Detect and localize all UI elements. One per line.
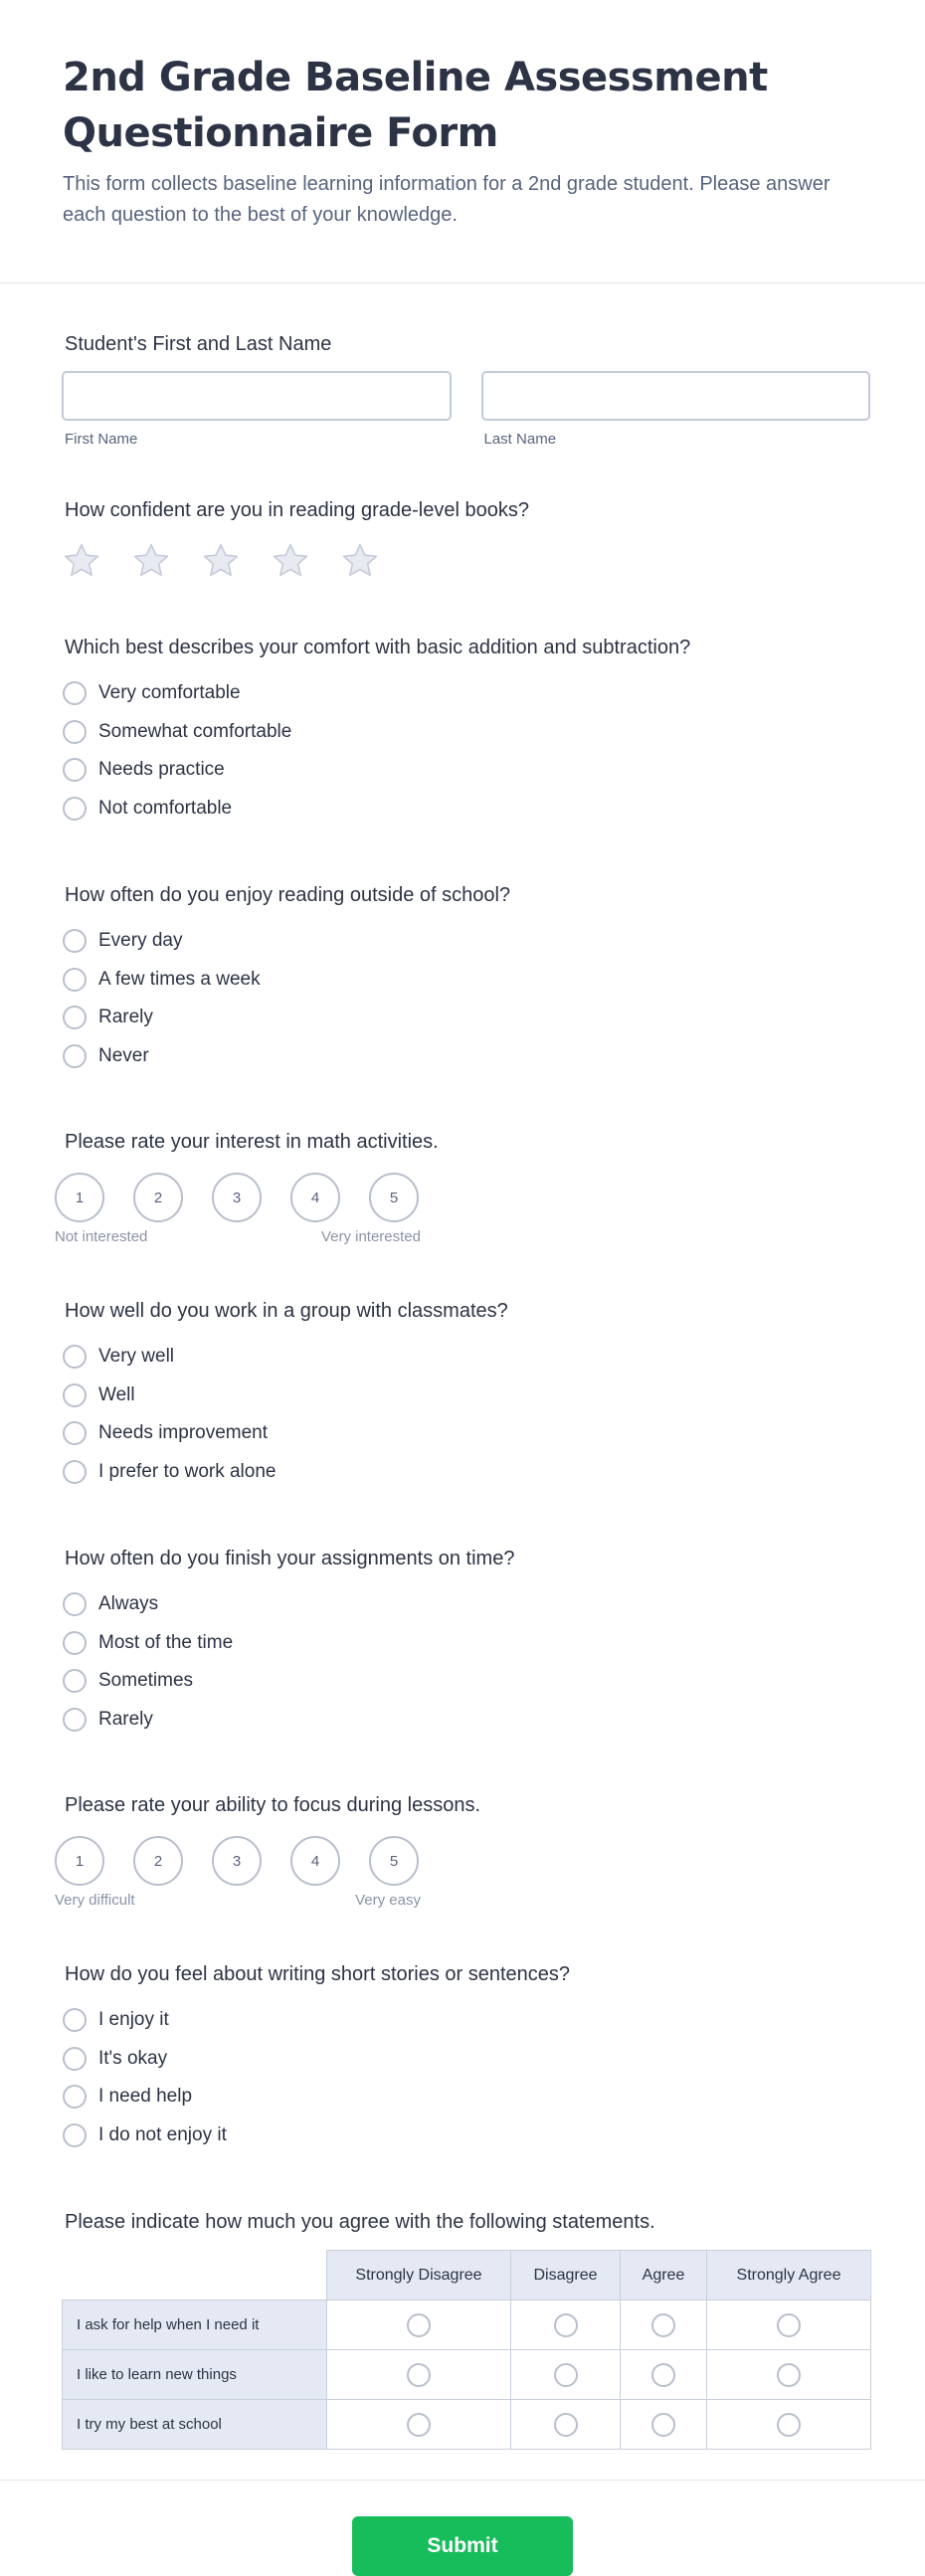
question-label: How do you feel about writing short stories or sentences?	[65, 1963, 571, 1985]
option-label: I prefer to work alone	[98, 1460, 277, 1482]
radio-button[interactable]	[407, 2313, 431, 2337]
matrix-cell[interactable]	[511, 2400, 621, 2450]
option-label: Somewhat comfortable	[98, 720, 292, 742]
radio-option[interactable]	[63, 674, 870, 713]
radio-option[interactable]	[63, 1414, 870, 1453]
star-icon[interactable]	[201, 541, 241, 581]
question-focus	[55, 1792, 870, 1909]
option-label: Very well	[98, 1346, 175, 1368]
radio-option[interactable]	[63, 1585, 870, 1624]
radio-button[interactable]	[407, 2413, 431, 2437]
radio-button[interactable]	[63, 1708, 87, 1732]
last-name-sublabel: Last Name	[483, 431, 557, 448]
form-description: This form collects baseline learning information for a 2nd grade student. Please answer each question to the best of your knowledge.	[63, 173, 831, 226]
form-header	[0, 0, 925, 283]
matrix-cell[interactable]	[327, 2300, 511, 2350]
radio-button[interactable]	[554, 2413, 578, 2437]
radio-option[interactable]	[63, 790, 870, 828]
scale-option-4[interactable]: 4	[290, 1173, 340, 1222]
option-label: It's okay	[98, 2047, 168, 2069]
options-writing	[55, 2001, 870, 2154]
radio-button[interactable]	[63, 1044, 87, 1068]
radio-option[interactable]	[63, 1377, 870, 1415]
scale-option-1[interactable]: 1	[55, 1836, 104, 1886]
radio-button[interactable]	[63, 929, 87, 953]
radio-button[interactable]	[777, 2363, 801, 2387]
option-label: I enjoy it	[98, 2009, 169, 2031]
scale-option-2[interactable]: 2	[133, 1173, 183, 1222]
scale-labels	[55, 1228, 421, 1245]
question-assignments	[55, 1546, 870, 1739]
radio-option[interactable]	[63, 1662, 870, 1701]
radio-option[interactable]	[63, 999, 870, 1037]
option-label: Needs practice	[98, 759, 225, 781]
radio-button[interactable]	[63, 1383, 87, 1407]
first-name-sublabel: First Name	[65, 431, 138, 448]
radio-option[interactable]	[63, 1037, 870, 1076]
options-group-work	[55, 1338, 870, 1491]
radio-option[interactable]	[63, 2040, 870, 2079]
star-icon[interactable]	[62, 541, 101, 581]
matrix-row-label: I try my best at school	[63, 2400, 327, 2450]
option-label: Very comfortable	[98, 682, 241, 704]
option-label: Every day	[98, 930, 183, 952]
question-group-work	[55, 1298, 870, 1491]
radio-button[interactable]	[63, 681, 87, 705]
matrix-cell[interactable]	[511, 2350, 621, 2400]
radio-option[interactable]	[63, 2116, 870, 2155]
form-body	[0, 283, 925, 2480]
question-label: Which best describes your comfort with basic addition and subtraction?	[65, 637, 691, 658]
radio-button[interactable]	[63, 797, 87, 821]
scale-option-2[interactable]: 2	[133, 1836, 183, 1886]
matrix-cell[interactable]	[327, 2400, 511, 2450]
radio-option[interactable]	[63, 961, 870, 1000]
radio-button[interactable]	[407, 2363, 431, 2387]
radio-option[interactable]	[63, 1701, 870, 1740]
question-label: How often do you finish your assignments on time?	[65, 1548, 515, 1569]
matrix-cell[interactable]	[621, 2400, 707, 2450]
radio-option[interactable]	[63, 2078, 870, 2116]
agreement-matrix	[62, 2250, 871, 2450]
matrix-row	[63, 2350, 871, 2400]
star-icon[interactable]	[271, 541, 310, 581]
option-label: I do not enjoy it	[98, 2123, 227, 2145]
matrix-column-header: Strongly Disagree	[327, 2251, 511, 2300]
scale-rating	[55, 1836, 870, 1886]
scale-low-label: Not interested	[55, 1228, 148, 1245]
radio-button[interactable]	[651, 2363, 675, 2387]
radio-button[interactable]	[554, 2313, 578, 2337]
matrix-column-header: Agree	[621, 2251, 707, 2300]
matrix-cell[interactable]	[621, 2350, 707, 2400]
scale-high-label: Very easy	[355, 1892, 421, 1909]
option-label: Rarely	[98, 1007, 153, 1028]
question-reading-outside	[55, 882, 870, 1075]
scale-option-3[interactable]: 3	[212, 1836, 262, 1886]
matrix-cell[interactable]	[327, 2350, 511, 2400]
radio-option[interactable]	[63, 713, 870, 752]
radio-button[interactable]	[63, 1421, 87, 1445]
scale-high-label: Very interested	[320, 1228, 421, 1245]
scale-labels	[55, 1892, 421, 1909]
scale-option-5[interactable]: 5	[369, 1173, 419, 1222]
question-label: Please rate your ability to focus during lessons.	[65, 1794, 480, 1816]
radio-button[interactable]	[63, 1460, 87, 1484]
options-math-comfort	[55, 674, 870, 828]
scale-option-4[interactable]: 4	[290, 1836, 340, 1886]
question-label: How well do you work in a group with classmates?	[65, 1300, 508, 1322]
option-label: Sometimes	[98, 1670, 194, 1692]
option-label: Rarely	[98, 1708, 153, 1730]
question-reading-confidence	[55, 497, 870, 581]
radio-button[interactable]	[63, 720, 87, 744]
star-icon[interactable]	[131, 541, 171, 581]
radio-option[interactable]	[63, 1624, 870, 1663]
radio-option[interactable]	[63, 2001, 870, 2040]
matrix-cell[interactable]	[511, 2300, 621, 2350]
question-math-comfort	[55, 635, 870, 828]
scale-rating	[55, 1173, 870, 1222]
form-title: 2nd Grade Baseline Assessment Questionnaire Form	[63, 55, 768, 156]
matrix-cell[interactable]	[707, 2300, 871, 2350]
scale-low-label: Very difficult	[55, 1892, 135, 1909]
matrix-corner	[63, 2251, 327, 2300]
option-label: Never	[98, 1044, 149, 1066]
question-agreement-matrix	[55, 2209, 870, 2450]
radio-option[interactable]	[63, 751, 870, 790]
matrix-row-label: I ask for help when I need it	[63, 2300, 327, 2350]
option-label: Always	[98, 1593, 159, 1615]
option-label: Most of the time	[98, 1631, 234, 1653]
radio-button[interactable]	[554, 2363, 578, 2387]
matrix-row-label: I like to learn new things	[63, 2350, 327, 2400]
radio-button[interactable]	[651, 2313, 675, 2337]
radio-button[interactable]	[63, 1006, 87, 1029]
radio-button[interactable]	[777, 2313, 801, 2337]
radio-button[interactable]	[63, 1669, 87, 1693]
matrix-cell[interactable]	[707, 2400, 871, 2450]
option-label: A few times a week	[98, 968, 261, 990]
last-name-input[interactable]	[481, 371, 871, 421]
option-label: Needs improvement	[98, 1422, 269, 1444]
matrix-cell[interactable]	[707, 2350, 871, 2400]
options-reading-outside	[55, 922, 870, 1075]
option-label: Well	[98, 1383, 135, 1405]
scale-option-3[interactable]: 3	[212, 1173, 262, 1222]
question-label: Student's First and Last Name	[65, 333, 332, 355]
star-rating	[55, 541, 870, 581]
submit-button[interactable]: Submit	[352, 2516, 573, 2576]
radio-option[interactable]	[63, 1338, 870, 1377]
radio-button[interactable]	[63, 2047, 87, 2071]
matrix-row	[63, 2300, 871, 2350]
question-student-name	[55, 331, 870, 448]
matrix-cell[interactable]	[621, 2300, 707, 2350]
options-assignments	[55, 1585, 870, 1739]
radio-option[interactable]	[63, 922, 870, 961]
star-icon[interactable]	[340, 541, 380, 581]
scale-option-5[interactable]: 5	[369, 1836, 419, 1886]
matrix-column-header: Strongly Agree	[707, 2251, 871, 2300]
radio-button[interactable]	[63, 2008, 87, 2032]
radio-button[interactable]	[63, 2085, 87, 2109]
question-label: Please rate your interest in math activities.	[65, 1131, 439, 1153]
question-label: How confident are you in reading grade-level books?	[65, 499, 529, 521]
radio-button[interactable]	[63, 1345, 87, 1369]
question-math-interest	[55, 1129, 870, 1245]
radio-option[interactable]	[63, 1453, 870, 1492]
matrix-row	[63, 2400, 871, 2450]
radio-button[interactable]	[63, 1631, 87, 1655]
radio-button[interactable]	[63, 968, 87, 992]
radio-button[interactable]	[651, 2413, 675, 2437]
radio-button[interactable]	[777, 2413, 801, 2437]
question-label: How often do you enjoy reading outside of school?	[65, 884, 511, 906]
form-footer	[0, 2480, 925, 2576]
radio-button[interactable]	[63, 2123, 87, 2147]
first-name-input[interactable]	[62, 371, 452, 421]
radio-button[interactable]	[63, 1592, 87, 1616]
scale-option-1[interactable]: 1	[55, 1173, 104, 1222]
question-writing	[55, 1961, 870, 2154]
option-label: I need help	[98, 2086, 193, 2108]
matrix-column-header: Disagree	[511, 2251, 621, 2300]
option-label: Not comfortable	[98, 797, 233, 819]
question-label: Please indicate how much you agree with the following statements.	[65, 2211, 655, 2233]
radio-button[interactable]	[63, 758, 87, 782]
